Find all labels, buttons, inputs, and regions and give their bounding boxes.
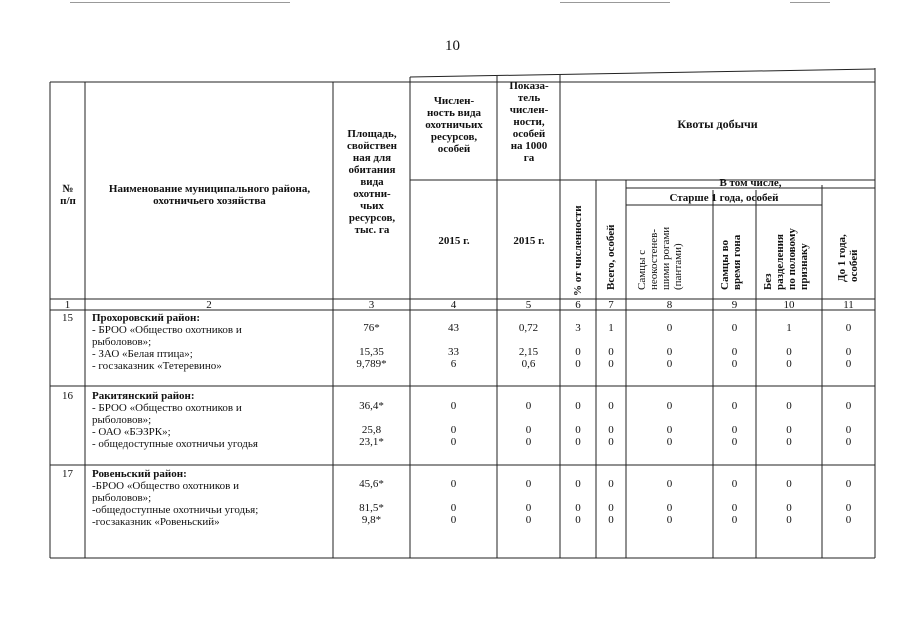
cell-c9: 0 [731,436,738,448]
cell-c8: 0 [666,478,673,490]
cell-area: 9,789* [356,358,387,370]
hunting-area-line: рыболовов»; [92,492,152,504]
cell-area: 76* [363,322,380,334]
cell-total: 0 [608,424,614,436]
hunting-area-line: - ЗАО «Белая птица»; [92,348,193,360]
header-year-density: 2015 г. [513,235,545,247]
cell-c8: 0 [666,358,673,370]
hunting-area-line: - БРОО «Общество охотников и [92,402,242,414]
cell-area: 15,35 [359,346,384,358]
cell-c9: 0 [731,502,738,514]
cell-pct: 0 [575,358,581,370]
column-number: 8 [666,299,673,311]
column-number: 11 [843,299,854,311]
cell-count: 0 [450,502,457,514]
cell-density: 0 [525,514,532,526]
cell-c9: 0 [731,478,738,490]
cell-density: 0 [525,436,532,448]
column-number: 2 [206,299,212,311]
cell-area: 23,1* [359,436,384,448]
cell-c10: 1 [786,322,792,334]
cell-pct: 0 [575,436,581,448]
page-number: 10 [445,38,460,54]
header-total-vertical: Всего, особей [605,224,617,290]
hunting-area-line: - ОАО «БЭЗРК»; [92,426,171,438]
cell-pct: 0 [575,424,581,436]
cell-c10: 0 [786,358,792,370]
cell-c11: 0 [845,400,852,412]
cell-c9: 0 [731,358,738,370]
cell-c11: 0 [845,514,852,526]
column-number: 6 [575,299,581,311]
cell-area: 45,6* [359,478,384,490]
cell-count: 43 [448,322,459,334]
cell-area: 25,8 [361,424,382,436]
district-name: Ракитянский район: [92,390,195,402]
hunting-area-line: - общедоступные охотничьи угодья [92,438,258,450]
header-no-sex-vertical: Без разделения по половому признаку [762,228,810,290]
header-density-label: Показа- тель числен- ности, особей на 1000 га [509,80,549,164]
cell-area: 36,4* [359,400,384,412]
header-older-than-1: Старше 1 года, особей [669,192,779,204]
column-number: 1 [64,299,71,311]
cell-c11: 0 [845,322,852,334]
cell-total: 0 [608,514,614,526]
header-including: В том числе, [719,177,782,189]
cell-c11: 0 [845,346,852,358]
cell-count: 0 [450,424,457,436]
cell-c9: 0 [731,400,738,412]
cell-c11: 0 [845,424,852,436]
cell-c10: 0 [786,478,792,490]
cell-c8: 0 [666,436,673,448]
cell-density: 0 [525,502,532,514]
cell-count: 0 [450,436,457,448]
cell-c9: 0 [731,322,738,334]
cell-c10: 0 [786,346,792,358]
column-number: 7 [608,299,614,311]
cell-pct: 3 [575,322,581,334]
cell-pct: 0 [575,478,581,490]
cell-c10: 0 [786,400,792,412]
cell-c10: 0 [786,424,792,436]
hunting-area-line: -общедоступные охотничьи угодья; [92,504,259,516]
cell-density: 0 [525,424,532,436]
hunting-area-line: рыболовов»; [92,414,152,426]
cell-pct: 0 [575,502,581,514]
cell-count: 0 [450,478,457,490]
column-number: 10 [783,299,795,311]
hunting-area-line: - госзаказник «Тетеревино» [92,360,222,372]
cell-c10: 0 [786,436,792,448]
cell-density: 0 [525,478,532,490]
header-under-1-vertical: До 1 года, особей [836,234,860,282]
header-name-label: Наименование муниципального района, охотничьего хозяйства [108,183,311,207]
cell-density: 2,15 [518,346,539,358]
header-quotas: Квоты добычи [677,117,758,131]
header-area-label: Площадь, свойствен ная для обитания вида охотни- чьих ресурсов, тыс. га [346,128,398,236]
header-males-antlers-vertical: Самцы с неокостенев- шими рогами (пантами) [636,226,684,290]
cell-c8: 0 [666,514,673,526]
cell-density: 0,6 [521,358,536,370]
cell-pct: 0 [575,400,581,412]
header-males-rut-vertical: Самцы во время гона [719,234,743,290]
cell-total: 0 [608,478,614,490]
cell-total: 0 [608,358,614,370]
cell-c9: 0 [731,514,738,526]
cell-density: 0,72 [518,322,539,334]
row-number: 15 [62,312,73,324]
cell-count: 0 [450,514,457,526]
cell-area: 81,5* [359,502,384,514]
cell-count: 0 [450,400,457,412]
cell-c11: 0 [845,358,852,370]
column-number: 4 [450,299,457,311]
district-name: Прохоровский район: [92,312,201,324]
header-number-label: № п/п [60,183,76,207]
cell-pct: 0 [575,346,581,358]
cell-c8: 0 [666,346,673,358]
header-count-label: Числен- ность вида охотничьих ресурсов, особей [425,95,483,155]
header-percent-vertical: % от численности [572,205,584,296]
cell-c8: 0 [666,322,673,334]
hunting-area-line: -БРОО «Общество охотников и [92,480,239,492]
row-number: 16 [62,390,73,402]
hunting-area-line: - БРОО «Общество охотников и [92,324,242,336]
column-number: 5 [525,299,532,311]
column-number: 9 [731,299,738,311]
cell-total: 0 [608,346,614,358]
cell-c11: 0 [845,478,852,490]
row-number: 17 [62,468,73,480]
cell-c9: 0 [731,424,738,436]
cell-c8: 0 [666,502,673,514]
cell-c8: 0 [666,424,673,436]
cell-density: 0 [525,400,532,412]
cell-count: 6 [450,358,457,370]
cell-area: 9,8* [361,514,382,526]
cell-c11: 0 [845,436,852,448]
cell-c10: 0 [786,502,792,514]
column-number: 3 [368,299,375,311]
cell-total: 0 [608,436,614,448]
cell-c10: 0 [786,514,792,526]
cell-total: 0 [608,400,614,412]
cell-c11: 0 [845,502,852,514]
cell-c9: 0 [731,346,738,358]
cell-total: 1 [608,322,614,334]
cell-c8: 0 [666,400,673,412]
hunting-area-line: рыболовов»; [92,336,152,348]
hunting-area-line: -госзаказник «Ровеньский» [92,516,220,528]
cell-pct: 0 [575,514,581,526]
cell-count: 33 [448,346,459,358]
cell-total: 0 [608,502,614,514]
header-year-count: 2015 г. [438,235,470,247]
district-name: Ровеньский район: [92,468,187,480]
